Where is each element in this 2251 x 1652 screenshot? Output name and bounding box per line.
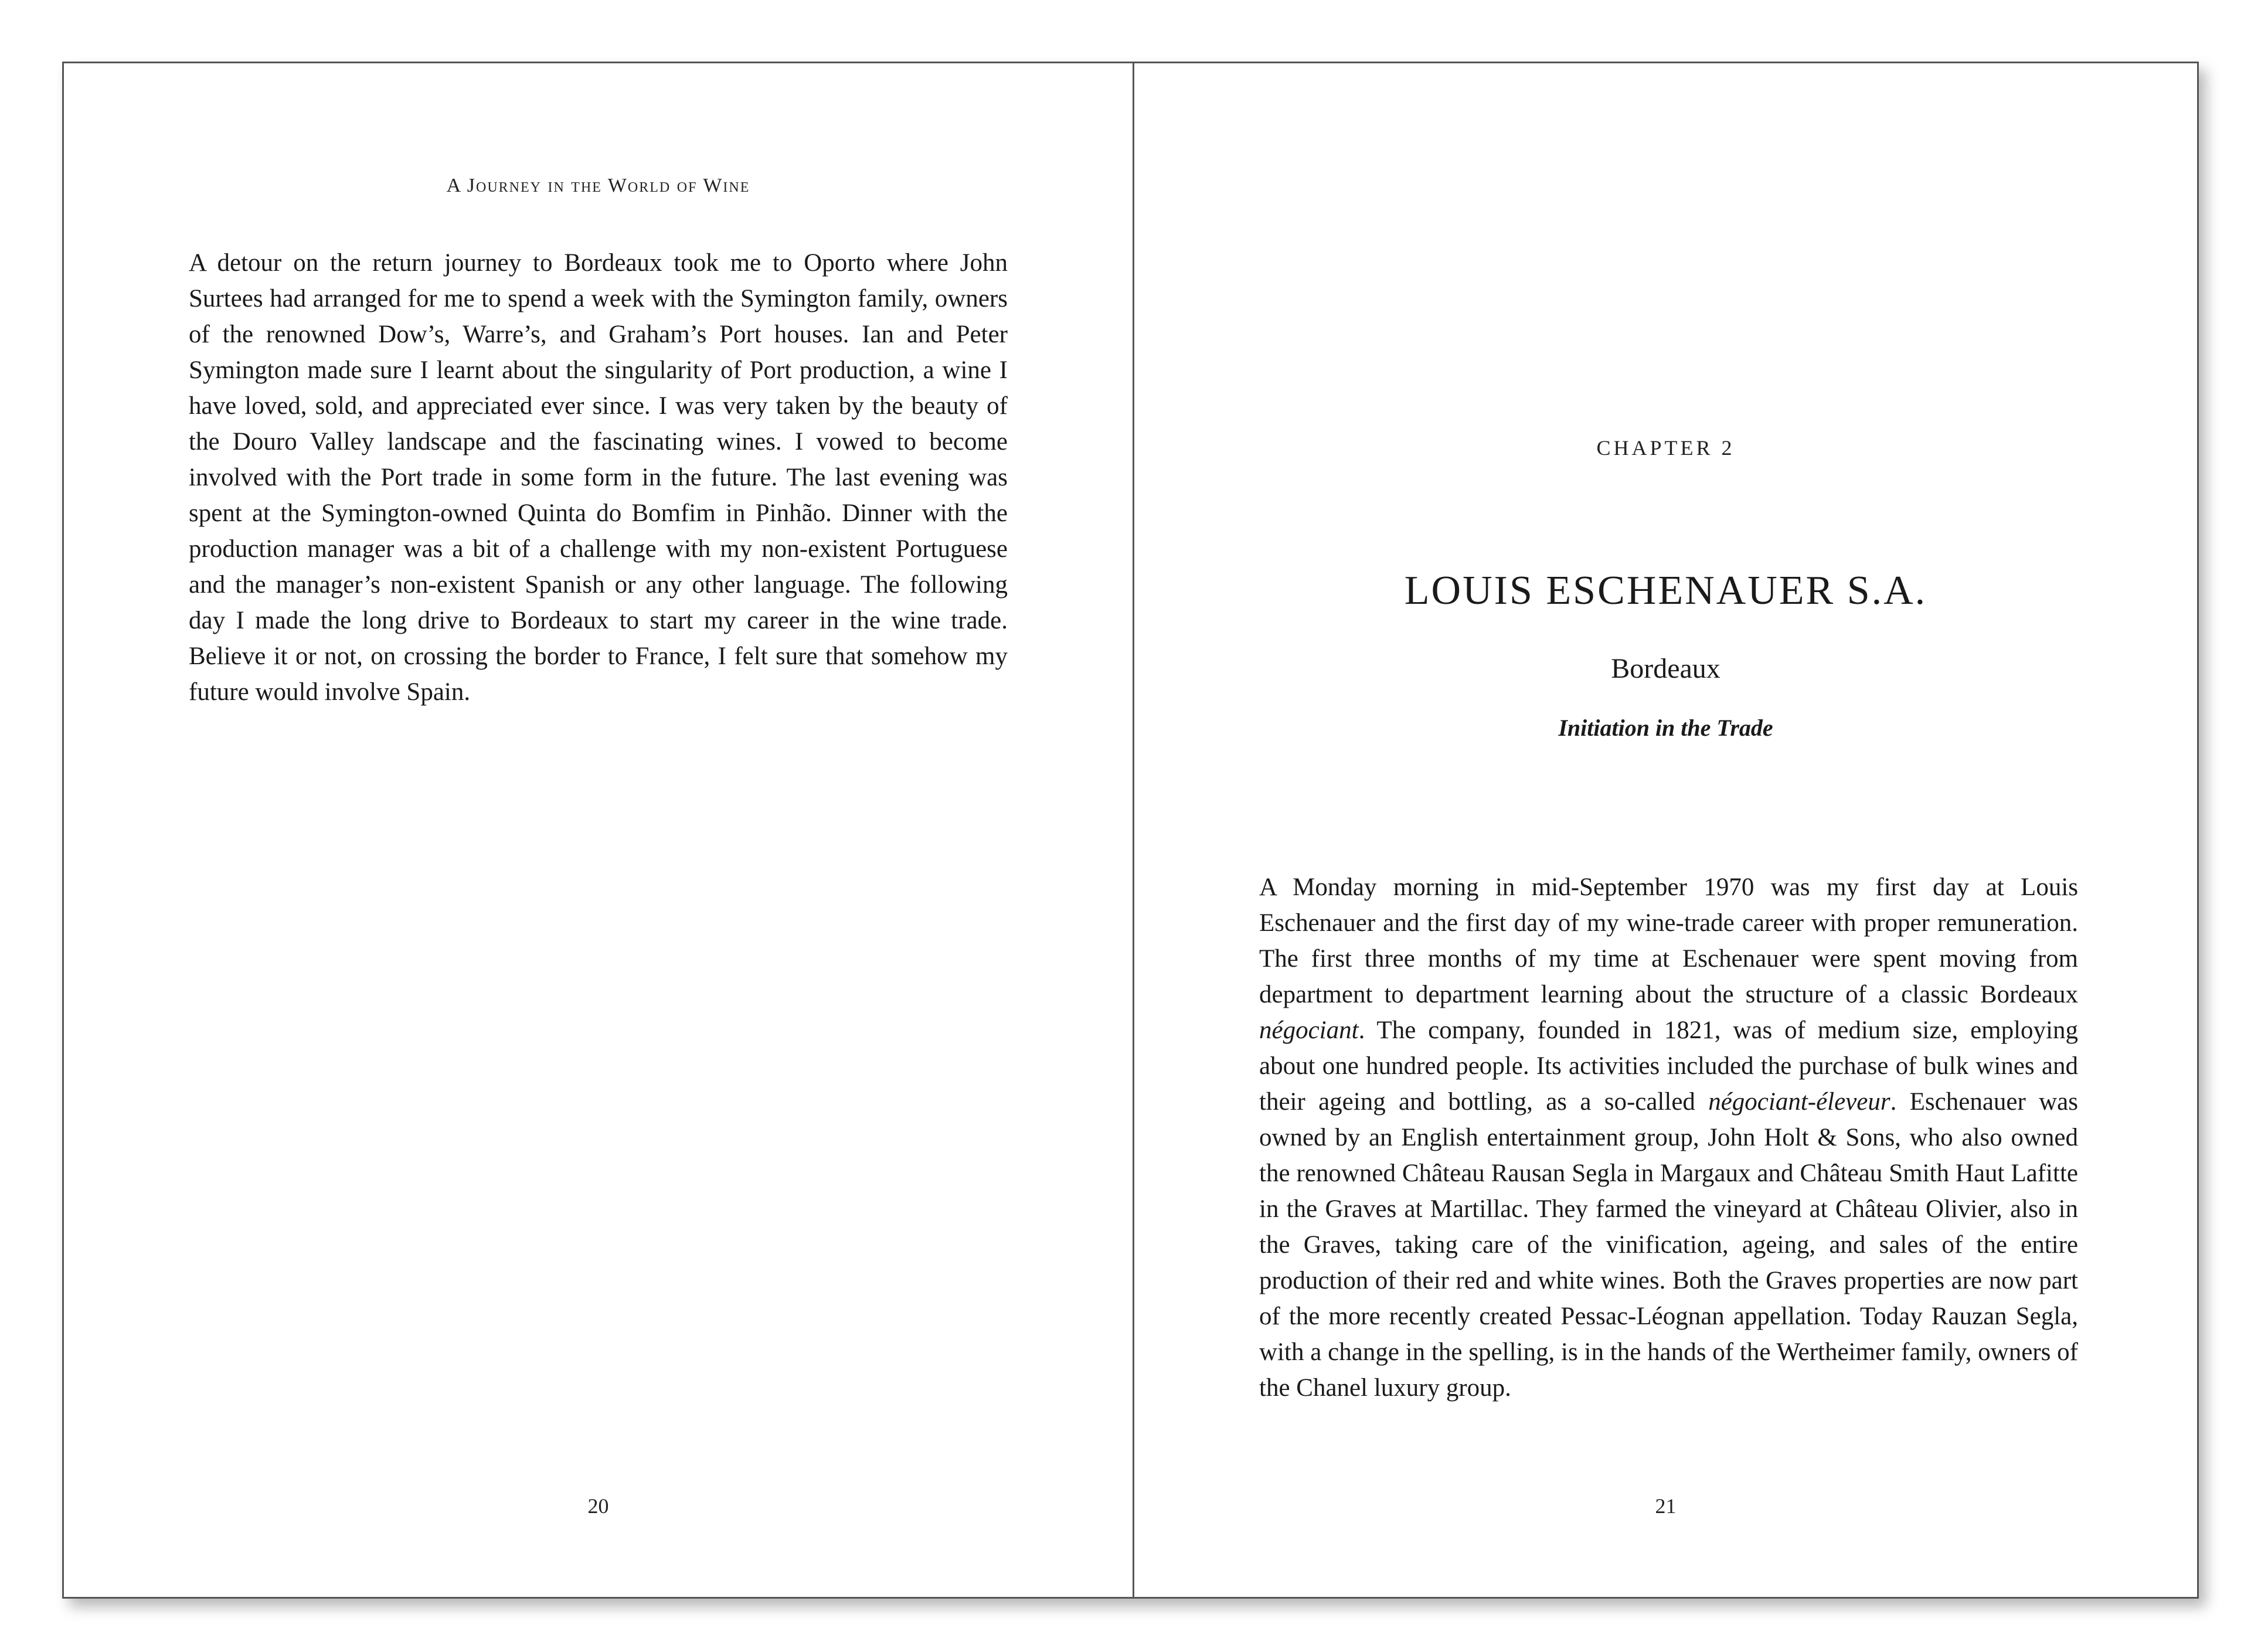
- paragraph-text: . The company, founded in 1821, was of medium size, employing about one hundred people. Its activities included the purchase of bulk wines and their ageing and bottling, as a so-called: [1259, 1017, 2078, 1116]
- paragraph-text: A Monday morning in mid-September 1970 was my first day at Louis Eschenauer and the first day of my wine-trade career with proper remuneration. The first three months of my time at Eschenauer were spent moving from department to department learning about the structure of a classic Bordeaux: [1259, 873, 2078, 1008]
- page-number: 21: [1655, 1494, 1677, 1518]
- chapter-title: LOUIS ESCHENAUER S.A.: [1404, 568, 1927, 613]
- left-page: [64, 63, 1133, 1597]
- chapter-label: CHAPTER 2: [1596, 436, 1735, 460]
- italic-term: négociant-éleveur: [1708, 1088, 1890, 1116]
- paragraph-text: . Eschenauer was owned by an English entertainment group, John Holt & Sons, who also owned the renowned Château Rausan Segla in Margaux and Château Smith Haut Lafitte in the Graves at Martillac. They farmed the vineyard at Château Olivier, also in the Graves, taking care of the vinification, ageing, and sales of the entire production of their red and white wines. Both the Graves properties are now part of the more recently created Pessac-Léognan appellation. Today Rauzan Segla, with a change in the spelling, is in the hands of the Wertheimer family, owners of the Chanel luxury group.: [1259, 1088, 2078, 1402]
- chapter-place: Bordeaux: [1611, 653, 1720, 684]
- body-text: [1259, 869, 2078, 1406]
- paragraph: A detour on the return journey to Bordeaux took me to Oporto where John Surtees had arranged for me to spend a week with the Symington family, owners of the renowned Dow’s, Warre’s, and Graham’s Port houses. Ian and Peter Symington made sure I learnt about the singularity of Port production, a wine I have loved, sold, and appreciated ever since. I was very taken by the beauty of the Douro Valley landscape and the fascinating wines. I vowed to become involved with the Port trade in some form in the future. The last evening was spent at the Symington-owned Quinta do Bomfim in Pinhão. Dinner with the production manager was a bit of a challenge with my non-existent Portuguese and the manager’s non-existent Spanish or any other language. The following day I made the long drive to Bordeaux to start my career in the wine trade. Believe it or not, on crossing the border to France, I felt sure that somehow my future would involve Spain.: [189, 249, 1008, 706]
- italic-term: négociant: [1259, 1017, 1359, 1044]
- paragraph: [1259, 869, 2078, 1406]
- running-head: A Journey in the World of Wine: [446, 175, 750, 196]
- right-page: [1134, 63, 2197, 1597]
- book-spread: [62, 62, 2199, 1599]
- page-number: 20: [587, 1494, 609, 1518]
- body-text: [189, 245, 1008, 710]
- chapter-subtitle: Initiation in the Trade: [1558, 715, 1773, 741]
